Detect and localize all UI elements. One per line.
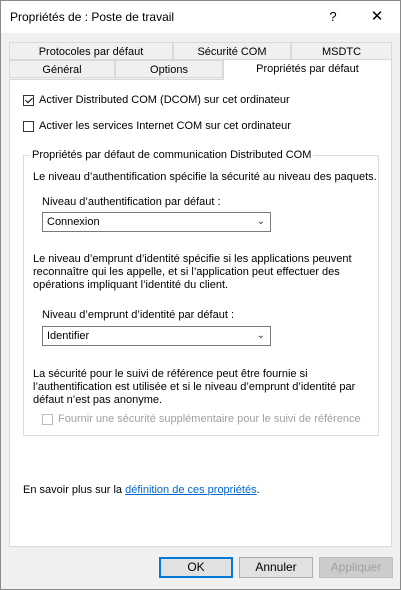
chevron-down-icon: ⌄ [256,216,265,227]
internet-com-checkbox-label: Activer les services Internet COM sur cet ordinateur [39,120,291,132]
auth-level-value: Connexion [47,216,100,228]
reference-description-line-1: La sécurité pour le suivi de référence peut être fournie si [33,368,308,380]
reference-description-line-2: l’authentification est utilisée et si le niveau d’emprunt d’identité par [33,381,356,393]
learn-more-text [23,484,260,497]
learn-more-prefix: En savoir plus sur la [23,484,126,496]
close-button[interactable]: ✕ [370,8,384,25]
apply-button[interactable]: Appliquer [319,557,393,578]
impersonation-level-value: Identifier [47,330,90,342]
tab-securite-com[interactable]: Sécurité COM [173,42,291,60]
reference-description-line-3: défaut n’est pas anonyme. [33,394,163,406]
impersonation-level-label: Niveau d’emprunt d’identité par défaut : [42,309,235,321]
internet-com-checkbox[interactable] [23,121,34,132]
ok-button[interactable]: OK [159,557,233,578]
impersonation-description-line-1: Le niveau d’emprunt d’identité spécifie si les applications peuvent [33,253,352,265]
dcom-checkbox-row[interactable] [23,94,290,106]
auth-level-label: Niveau d’authentification par défaut : [42,196,221,208]
auth-level-select[interactable] [42,212,271,232]
learn-more-suffix: . [256,484,260,496]
group-title: Propriétés par défaut de communication Distributed COM [32,149,312,161]
tab-panel [9,79,392,547]
tab-general[interactable]: Général [9,60,115,78]
internet-com-checkbox-row[interactable] [23,120,291,132]
reference-tracking-label: Fournir une sécurité supplémentaire pour le suivi de référence [58,413,361,425]
tab-msdtc[interactable]: MSDTC [291,42,392,60]
dcom-checkbox[interactable] [23,95,34,106]
reference-tracking-checkbox[interactable] [42,414,53,425]
help-button[interactable]: ? [329,9,337,24]
dcom-checkbox-label: Activer Distributed COM (DCOM) sur cet ordinateur [39,94,290,106]
impersonation-level-select[interactable] [42,326,271,346]
impersonation-description-line-3: opérations impliquant l’identité du client. [33,279,229,291]
dcom-defaults-group [23,149,379,436]
tab-protocoles-par-defaut[interactable]: Protocoles par défaut [9,42,173,60]
reference-tracking-checkbox-row[interactable] [42,413,361,425]
impersonation-description-line-2: reconnaître qui les appelle, et si l’application peut effectuer des [33,266,340,278]
tab-options[interactable]: Options [115,60,223,78]
chevron-down-icon: ⌄ [256,330,265,341]
tab-proprietes-par-defaut[interactable]: Propriétés par défaut [223,59,392,80]
properties-definition-link[interactable]: définition de ces propriétés [125,484,257,496]
window-title: Propriétés de : Poste de travail [10,10,175,24]
cancel-button[interactable]: Annuler [239,557,313,578]
auth-description: Le niveau d’authentification spécifie la sécurité au niveau des paquets. [33,171,377,183]
title-bar [1,1,400,33]
